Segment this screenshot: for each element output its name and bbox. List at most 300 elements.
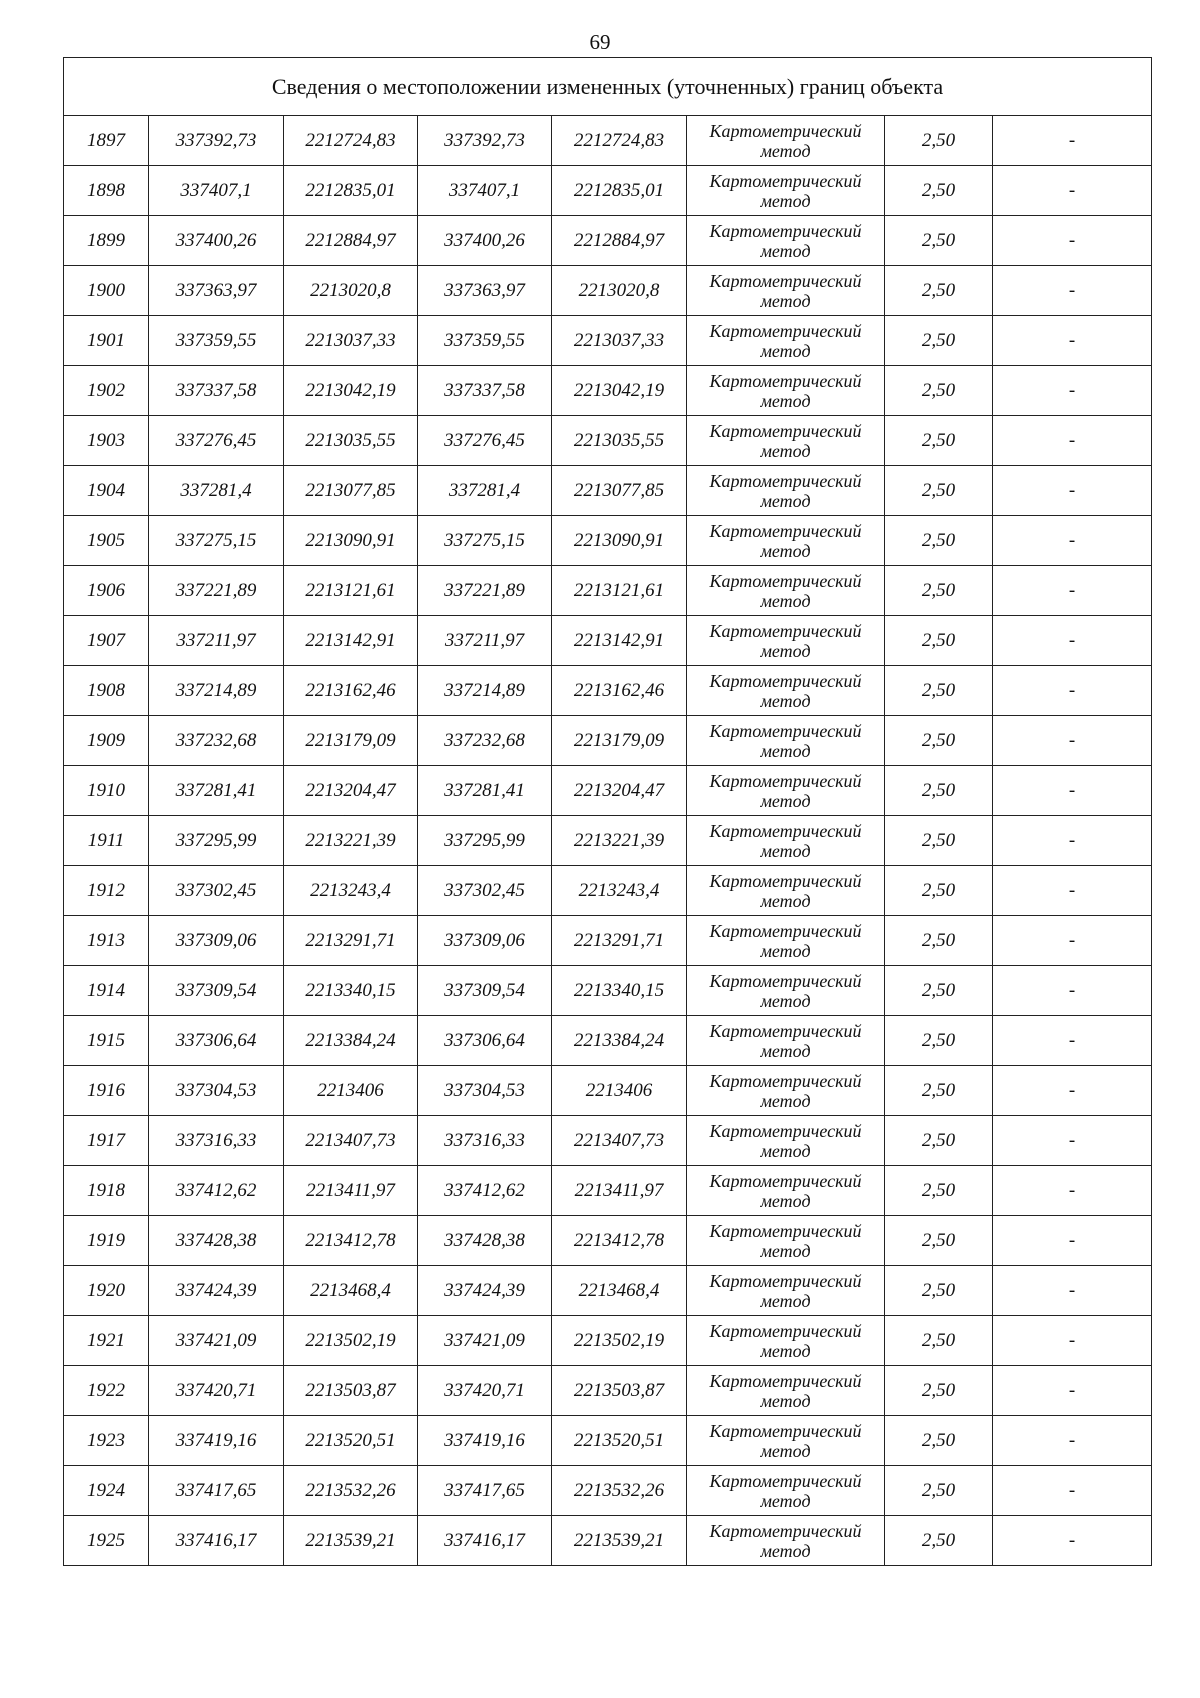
method-line-1: Картометрический bbox=[709, 720, 862, 741]
table-row bbox=[64, 716, 1152, 766]
new-x-cell: 337309,06 bbox=[418, 916, 552, 966]
point-number-cell: 1909 bbox=[64, 716, 149, 766]
note-cell: - bbox=[993, 166, 1152, 216]
existing-x-cell: 337232,68 bbox=[149, 716, 284, 766]
point-number-cell: 1913 bbox=[64, 916, 149, 966]
existing-y-cell: 2213042,19 bbox=[284, 366, 418, 416]
table-body bbox=[64, 58, 1152, 1566]
note-cell: - bbox=[993, 1266, 1152, 1316]
method-line-1: Картометрический bbox=[709, 120, 862, 141]
new-x-cell: 337281,4 bbox=[418, 466, 552, 516]
note-cell: - bbox=[993, 416, 1152, 466]
method-line-2: метод bbox=[760, 1390, 811, 1411]
new-y-cell: 2212724,83 bbox=[552, 116, 687, 166]
accuracy-cell: 2,50 bbox=[885, 716, 993, 766]
method-line-1: Картометрический bbox=[709, 870, 862, 891]
new-y-cell: 2213407,73 bbox=[552, 1116, 687, 1166]
method-line-2: метод bbox=[760, 490, 811, 511]
point-number-cell: 1924 bbox=[64, 1466, 149, 1516]
accuracy-cell: 2,50 bbox=[885, 1366, 993, 1416]
method-cell bbox=[687, 966, 885, 1016]
new-x-cell: 337363,97 bbox=[418, 266, 552, 316]
accuracy-cell: 2,50 bbox=[885, 1266, 993, 1316]
method-line-2: метод bbox=[760, 690, 811, 711]
note-cell: - bbox=[993, 566, 1152, 616]
method-line-1: Картометрический bbox=[709, 770, 862, 791]
method-line-1: Картометрический bbox=[709, 1270, 862, 1291]
new-x-cell: 337304,53 bbox=[418, 1066, 552, 1116]
new-y-cell: 2213077,85 bbox=[552, 466, 687, 516]
new-x-cell: 337417,65 bbox=[418, 1466, 552, 1516]
new-y-cell: 2213035,55 bbox=[552, 416, 687, 466]
method-cell bbox=[687, 1466, 885, 1516]
existing-x-cell: 337417,65 bbox=[149, 1466, 284, 1516]
existing-y-cell: 2213020,8 bbox=[284, 266, 418, 316]
method-line-1: Картометрический bbox=[709, 520, 862, 541]
existing-y-cell: 2213412,78 bbox=[284, 1216, 418, 1266]
table-row bbox=[64, 516, 1152, 566]
existing-x-cell: 337304,53 bbox=[149, 1066, 284, 1116]
point-number-cell: 1906 bbox=[64, 566, 149, 616]
new-y-cell: 2213340,15 bbox=[552, 966, 687, 1016]
existing-y-cell: 2213204,47 bbox=[284, 766, 418, 816]
note-cell: - bbox=[993, 1316, 1152, 1366]
new-x-cell: 337416,17 bbox=[418, 1516, 552, 1566]
new-y-cell: 2213142,91 bbox=[552, 616, 687, 666]
new-x-cell: 337337,58 bbox=[418, 366, 552, 416]
point-number-cell: 1919 bbox=[64, 1216, 149, 1266]
accuracy-cell: 2,50 bbox=[885, 966, 993, 1016]
note-cell: - bbox=[993, 266, 1152, 316]
method-line-2: метод bbox=[760, 1090, 811, 1111]
accuracy-cell: 2,50 bbox=[885, 416, 993, 466]
existing-x-cell: 337359,55 bbox=[149, 316, 284, 366]
accuracy-cell: 2,50 bbox=[885, 916, 993, 966]
existing-y-cell: 2213340,15 bbox=[284, 966, 418, 1016]
method-line-1: Картометрический bbox=[709, 570, 862, 591]
method-line-2: метод bbox=[760, 940, 811, 961]
point-number-cell: 1903 bbox=[64, 416, 149, 466]
accuracy-cell: 2,50 bbox=[885, 166, 993, 216]
method-line-2: метод bbox=[760, 640, 811, 661]
method-cell bbox=[687, 516, 885, 566]
method-cell bbox=[687, 566, 885, 616]
table-row bbox=[64, 566, 1152, 616]
existing-y-cell: 2213035,55 bbox=[284, 416, 418, 466]
method-line-1: Картометрический bbox=[709, 1420, 862, 1441]
existing-y-cell: 2213121,61 bbox=[284, 566, 418, 616]
note-cell: - bbox=[993, 1016, 1152, 1066]
note-cell: - bbox=[993, 516, 1152, 566]
method-cell bbox=[687, 366, 885, 416]
note-cell: - bbox=[993, 966, 1152, 1016]
existing-y-cell: 2213502,19 bbox=[284, 1316, 418, 1366]
note-cell: - bbox=[993, 666, 1152, 716]
table-row bbox=[64, 866, 1152, 916]
method-line-1: Картометрический bbox=[709, 1120, 862, 1141]
method-line-1: Картометрический bbox=[709, 1220, 862, 1241]
new-x-cell: 337306,64 bbox=[418, 1016, 552, 1066]
note-cell: - bbox=[993, 916, 1152, 966]
table-row bbox=[64, 116, 1152, 166]
new-x-cell: 337419,16 bbox=[418, 1416, 552, 1466]
existing-y-cell: 2213077,85 bbox=[284, 466, 418, 516]
new-y-cell: 2213162,46 bbox=[552, 666, 687, 716]
accuracy-cell: 2,50 bbox=[885, 566, 993, 616]
method-line-2: метод bbox=[760, 590, 811, 611]
table-row bbox=[64, 216, 1152, 266]
existing-y-cell: 2213179,09 bbox=[284, 716, 418, 766]
new-x-cell: 337421,09 bbox=[418, 1316, 552, 1366]
new-x-cell: 337232,68 bbox=[418, 716, 552, 766]
existing-y-cell: 2213142,91 bbox=[284, 616, 418, 666]
point-number-cell: 1908 bbox=[64, 666, 149, 716]
method-line-1: Картометрический bbox=[709, 970, 862, 991]
table-row bbox=[64, 416, 1152, 466]
point-number-cell: 1911 bbox=[64, 816, 149, 866]
method-cell bbox=[687, 1016, 885, 1066]
method-cell bbox=[687, 766, 885, 816]
existing-x-cell: 337221,89 bbox=[149, 566, 284, 616]
existing-y-cell: 2213468,4 bbox=[284, 1266, 418, 1316]
method-cell bbox=[687, 166, 885, 216]
method-line-1: Картометрический bbox=[709, 1370, 862, 1391]
method-cell bbox=[687, 1116, 885, 1166]
table-row bbox=[64, 1016, 1152, 1066]
accuracy-cell: 2,50 bbox=[885, 466, 993, 516]
existing-x-cell: 337428,38 bbox=[149, 1216, 284, 1266]
method-line-1: Картометрический bbox=[709, 920, 862, 941]
new-x-cell: 337424,39 bbox=[418, 1266, 552, 1316]
new-x-cell: 337412,62 bbox=[418, 1166, 552, 1216]
note-cell: - bbox=[993, 616, 1152, 666]
note-cell: - bbox=[993, 716, 1152, 766]
method-line-2: метод bbox=[760, 340, 811, 361]
table-row bbox=[64, 816, 1152, 866]
table-row bbox=[64, 366, 1152, 416]
point-number-cell: 1925 bbox=[64, 1516, 149, 1566]
point-number-cell: 1921 bbox=[64, 1316, 149, 1366]
method-line-1: Картометрический bbox=[709, 820, 862, 841]
new-x-cell: 337309,54 bbox=[418, 966, 552, 1016]
new-y-cell: 2213121,61 bbox=[552, 566, 687, 616]
existing-y-cell: 2213411,97 bbox=[284, 1166, 418, 1216]
new-y-cell: 2213503,87 bbox=[552, 1366, 687, 1416]
method-line-1: Картометрический bbox=[709, 1020, 862, 1041]
existing-x-cell: 337306,64 bbox=[149, 1016, 284, 1066]
existing-x-cell: 337400,26 bbox=[149, 216, 284, 266]
note-cell: - bbox=[993, 316, 1152, 366]
new-x-cell: 337221,89 bbox=[418, 566, 552, 616]
point-number-cell: 1907 bbox=[64, 616, 149, 666]
new-x-cell: 337276,45 bbox=[418, 416, 552, 466]
existing-y-cell: 2213539,21 bbox=[284, 1516, 418, 1566]
method-line-2: метод bbox=[760, 390, 811, 411]
new-x-cell: 337211,97 bbox=[418, 616, 552, 666]
note-cell: - bbox=[993, 766, 1152, 816]
note-cell: - bbox=[993, 1466, 1152, 1516]
table-row bbox=[64, 966, 1152, 1016]
new-y-cell: 2213532,26 bbox=[552, 1466, 687, 1516]
accuracy-cell: 2,50 bbox=[885, 1316, 993, 1366]
accuracy-cell: 2,50 bbox=[885, 216, 993, 266]
new-y-cell: 2212884,97 bbox=[552, 216, 687, 266]
method-cell bbox=[687, 1366, 885, 1416]
method-line-2: метод bbox=[760, 790, 811, 811]
method-cell bbox=[687, 266, 885, 316]
existing-x-cell: 337316,33 bbox=[149, 1116, 284, 1166]
new-y-cell: 2213020,8 bbox=[552, 266, 687, 316]
new-x-cell: 337359,55 bbox=[418, 316, 552, 366]
existing-y-cell: 2213291,71 bbox=[284, 916, 418, 966]
accuracy-cell: 2,50 bbox=[885, 1166, 993, 1216]
existing-x-cell: 337281,4 bbox=[149, 466, 284, 516]
point-number-cell: 1914 bbox=[64, 966, 149, 1016]
accuracy-cell: 2,50 bbox=[885, 816, 993, 866]
table-row bbox=[64, 1116, 1152, 1166]
point-number-cell: 1905 bbox=[64, 516, 149, 566]
method-line-2: метод bbox=[760, 1540, 811, 1561]
table-row bbox=[64, 1316, 1152, 1366]
note-cell: - bbox=[993, 1166, 1152, 1216]
method-line-2: метод bbox=[760, 1290, 811, 1311]
accuracy-cell: 2,50 bbox=[885, 666, 993, 716]
page-number: 69 bbox=[589, 30, 611, 54]
existing-y-cell: 2213532,26 bbox=[284, 1466, 418, 1516]
method-line-2: метод bbox=[760, 1140, 811, 1161]
accuracy-cell: 2,50 bbox=[885, 616, 993, 666]
existing-x-cell: 337407,1 bbox=[149, 166, 284, 216]
table-row bbox=[64, 166, 1152, 216]
point-number-cell: 1902 bbox=[64, 366, 149, 416]
new-y-cell: 2213411,97 bbox=[552, 1166, 687, 1216]
method-line-1: Картометрический bbox=[709, 1520, 862, 1541]
accuracy-cell: 2,50 bbox=[885, 1116, 993, 1166]
method-line-1: Картометрический bbox=[709, 1070, 862, 1091]
method-cell bbox=[687, 116, 885, 166]
point-number-cell: 1912 bbox=[64, 866, 149, 916]
new-y-cell: 2213520,51 bbox=[552, 1416, 687, 1466]
existing-y-cell: 2213090,91 bbox=[284, 516, 418, 566]
table-title: Сведения о местоположении измененных (уточненных) границ объекта bbox=[64, 58, 1152, 116]
method-cell bbox=[687, 1316, 885, 1366]
existing-x-cell: 337419,16 bbox=[149, 1416, 284, 1466]
table-row bbox=[64, 1216, 1152, 1266]
new-y-cell: 2213539,21 bbox=[552, 1516, 687, 1566]
point-number-cell: 1898 bbox=[64, 166, 149, 216]
new-y-cell: 2213502,19 bbox=[552, 1316, 687, 1366]
new-x-cell: 337316,33 bbox=[418, 1116, 552, 1166]
new-x-cell: 337420,71 bbox=[418, 1366, 552, 1416]
point-number-cell: 1897 bbox=[64, 116, 149, 166]
boundary-coordinates-table bbox=[63, 57, 1152, 1566]
existing-x-cell: 337421,09 bbox=[149, 1316, 284, 1366]
method-line-1: Картометрический bbox=[709, 1170, 862, 1191]
new-y-cell: 2213406 bbox=[552, 1066, 687, 1116]
method-line-2: метод bbox=[760, 190, 811, 211]
note-cell: - bbox=[993, 1516, 1152, 1566]
new-y-cell: 2213037,33 bbox=[552, 316, 687, 366]
existing-x-cell: 337211,97 bbox=[149, 616, 284, 666]
table-row bbox=[64, 1416, 1152, 1466]
note-cell: - bbox=[993, 1066, 1152, 1116]
method-cell bbox=[687, 616, 885, 666]
method-line-2: метод bbox=[760, 1240, 811, 1261]
existing-x-cell: 337412,62 bbox=[149, 1166, 284, 1216]
method-line-1: Картометрический bbox=[709, 320, 862, 341]
table-row bbox=[64, 1066, 1152, 1116]
new-x-cell: 337281,41 bbox=[418, 766, 552, 816]
existing-y-cell: 2213407,73 bbox=[284, 1116, 418, 1166]
accuracy-cell: 2,50 bbox=[885, 1066, 993, 1116]
table-row bbox=[64, 1466, 1152, 1516]
existing-x-cell: 337214,89 bbox=[149, 666, 284, 716]
table-row bbox=[64, 1266, 1152, 1316]
point-number-cell: 1901 bbox=[64, 316, 149, 366]
new-y-cell: 2212835,01 bbox=[552, 166, 687, 216]
existing-x-cell: 337363,97 bbox=[149, 266, 284, 316]
note-cell: - bbox=[993, 116, 1152, 166]
existing-x-cell: 337281,41 bbox=[149, 766, 284, 816]
existing-y-cell: 2213384,24 bbox=[284, 1016, 418, 1066]
method-line-1: Картометрический bbox=[709, 620, 862, 641]
method-line-1: Картометрический bbox=[709, 420, 862, 441]
point-number-cell: 1899 bbox=[64, 216, 149, 266]
accuracy-cell: 2,50 bbox=[885, 1216, 993, 1266]
method-line-2: метод bbox=[760, 290, 811, 311]
table-title-row bbox=[64, 58, 1152, 116]
method-cell bbox=[687, 316, 885, 366]
note-cell: - bbox=[993, 1216, 1152, 1266]
method-line-1: Картометрический bbox=[709, 220, 862, 241]
method-line-2: метод bbox=[760, 1340, 811, 1361]
note-cell: - bbox=[993, 1116, 1152, 1166]
accuracy-cell: 2,50 bbox=[885, 1516, 993, 1566]
existing-x-cell: 337420,71 bbox=[149, 1366, 284, 1416]
new-x-cell: 337275,15 bbox=[418, 516, 552, 566]
new-y-cell: 2213204,47 bbox=[552, 766, 687, 816]
existing-x-cell: 337275,15 bbox=[149, 516, 284, 566]
accuracy-cell: 2,50 bbox=[885, 516, 993, 566]
method-line-2: метод bbox=[760, 540, 811, 561]
method-cell bbox=[687, 216, 885, 266]
table-row bbox=[64, 666, 1152, 716]
accuracy-cell: 2,50 bbox=[885, 116, 993, 166]
note-cell: - bbox=[993, 1366, 1152, 1416]
method-line-2: метод bbox=[760, 440, 811, 461]
new-x-cell: 337214,89 bbox=[418, 666, 552, 716]
new-y-cell: 2213291,71 bbox=[552, 916, 687, 966]
method-cell bbox=[687, 816, 885, 866]
point-number-cell: 1918 bbox=[64, 1166, 149, 1216]
point-number-cell: 1923 bbox=[64, 1416, 149, 1466]
accuracy-cell: 2,50 bbox=[885, 316, 993, 366]
method-line-2: метод bbox=[760, 1190, 811, 1211]
method-cell bbox=[687, 416, 885, 466]
table-row bbox=[64, 1366, 1152, 1416]
accuracy-cell: 2,50 bbox=[885, 866, 993, 916]
method-line-1: Картометрический bbox=[709, 270, 862, 291]
note-cell: - bbox=[993, 1416, 1152, 1466]
table-row bbox=[64, 1166, 1152, 1216]
method-line-2: метод bbox=[760, 740, 811, 761]
new-y-cell: 2213042,19 bbox=[552, 366, 687, 416]
method-line-2: метод bbox=[760, 1040, 811, 1061]
point-number-cell: 1904 bbox=[64, 466, 149, 516]
point-number-cell: 1900 bbox=[64, 266, 149, 316]
note-cell: - bbox=[993, 466, 1152, 516]
existing-y-cell: 2213406 bbox=[284, 1066, 418, 1116]
point-number-cell: 1915 bbox=[64, 1016, 149, 1066]
method-line-2: метод bbox=[760, 1490, 811, 1511]
method-cell bbox=[687, 716, 885, 766]
point-number-cell: 1917 bbox=[64, 1116, 149, 1166]
accuracy-cell: 2,50 bbox=[885, 1016, 993, 1066]
existing-y-cell: 2213162,46 bbox=[284, 666, 418, 716]
method-line-1: Картометрический bbox=[709, 170, 862, 191]
existing-x-cell: 337295,99 bbox=[149, 816, 284, 866]
existing-x-cell: 337309,54 bbox=[149, 966, 284, 1016]
existing-x-cell: 337424,39 bbox=[149, 1266, 284, 1316]
new-x-cell: 337400,26 bbox=[418, 216, 552, 266]
method-cell bbox=[687, 1166, 885, 1216]
existing-y-cell: 2212884,97 bbox=[284, 216, 418, 266]
accuracy-cell: 2,50 bbox=[885, 766, 993, 816]
existing-x-cell: 337309,06 bbox=[149, 916, 284, 966]
point-number-cell: 1920 bbox=[64, 1266, 149, 1316]
note-cell: - bbox=[993, 866, 1152, 916]
method-cell bbox=[687, 916, 885, 966]
method-cell bbox=[687, 1516, 885, 1566]
method-cell bbox=[687, 1416, 885, 1466]
existing-y-cell: 2213221,39 bbox=[284, 816, 418, 866]
table-row bbox=[64, 916, 1152, 966]
point-number-cell: 1910 bbox=[64, 766, 149, 816]
new-y-cell: 2213412,78 bbox=[552, 1216, 687, 1266]
new-x-cell: 337295,99 bbox=[418, 816, 552, 866]
new-x-cell: 337302,45 bbox=[418, 866, 552, 916]
method-line-2: метод bbox=[760, 1440, 811, 1461]
new-y-cell: 2213243,4 bbox=[552, 866, 687, 916]
method-cell bbox=[687, 1266, 885, 1316]
method-line-2: метод bbox=[760, 890, 811, 911]
new-y-cell: 2213468,4 bbox=[552, 1266, 687, 1316]
note-cell: - bbox=[993, 216, 1152, 266]
existing-x-cell: 337302,45 bbox=[149, 866, 284, 916]
method-line-2: метод bbox=[760, 840, 811, 861]
accuracy-cell: 2,50 bbox=[885, 366, 993, 416]
method-cell bbox=[687, 1066, 885, 1116]
method-cell bbox=[687, 1216, 885, 1266]
note-cell: - bbox=[993, 816, 1152, 866]
existing-y-cell: 2213520,51 bbox=[284, 1416, 418, 1466]
method-line-2: метод bbox=[760, 240, 811, 261]
existing-y-cell: 2213243,4 bbox=[284, 866, 418, 916]
existing-y-cell: 2213037,33 bbox=[284, 316, 418, 366]
method-line-1: Картометрический bbox=[709, 1470, 862, 1491]
method-cell bbox=[687, 866, 885, 916]
table-row bbox=[64, 616, 1152, 666]
method-line-1: Картометрический bbox=[709, 470, 862, 491]
table-row bbox=[64, 266, 1152, 316]
accuracy-cell: 2,50 bbox=[885, 266, 993, 316]
table-row bbox=[64, 1516, 1152, 1566]
table-row bbox=[64, 766, 1152, 816]
new-y-cell: 2213384,24 bbox=[552, 1016, 687, 1066]
existing-x-cell: 337416,17 bbox=[149, 1516, 284, 1566]
point-number-cell: 1916 bbox=[64, 1066, 149, 1116]
new-x-cell: 337407,1 bbox=[418, 166, 552, 216]
